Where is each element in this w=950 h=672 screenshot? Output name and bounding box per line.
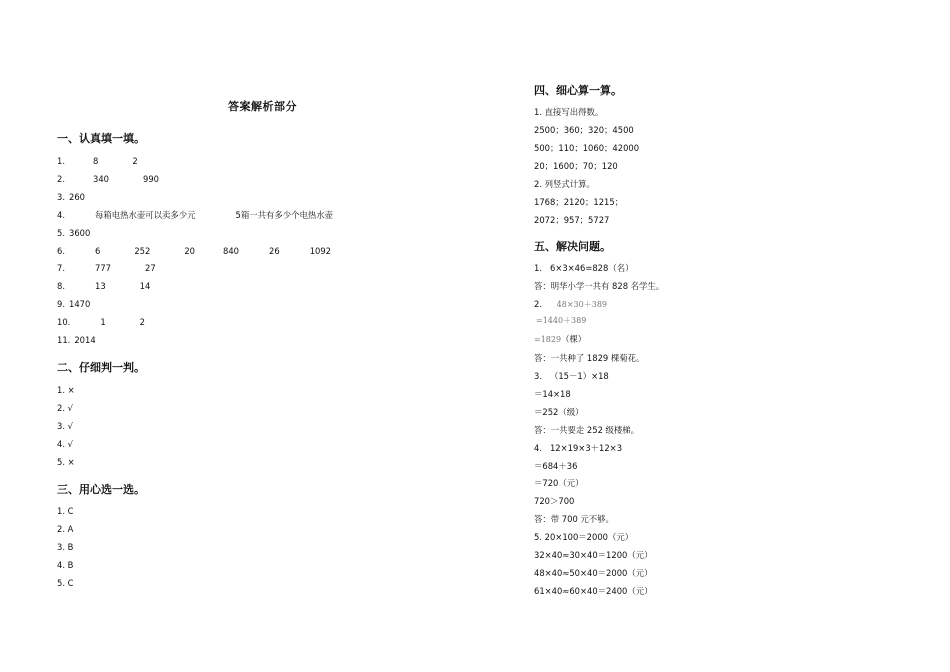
answer-line: 2. A xyxy=(57,524,74,534)
answer-value: 340 xyxy=(93,173,109,184)
answer-line: 32×40≈30×40＝1200（元） xyxy=(534,550,653,560)
answer-line: 4. B xyxy=(57,560,74,570)
section-1-heading: 一、认真填一填。 xyxy=(57,132,145,145)
answer-line: 2072；957；5727 xyxy=(534,215,610,225)
answer-line xyxy=(534,300,607,309)
answer-line xyxy=(57,336,96,344)
answer-line xyxy=(57,175,159,183)
answer-line: 2. 列竖式计算。 xyxy=(534,179,595,189)
answer-line xyxy=(57,264,156,272)
answer-line xyxy=(57,247,331,255)
answer-value: 8 xyxy=(93,156,99,166)
unit-label: （棵） xyxy=(561,334,587,344)
answer-value: 2 xyxy=(132,156,138,166)
question-number: 9. xyxy=(57,299,65,310)
answer-line: 500；110；1060；42000 xyxy=(534,143,640,153)
answer-line: 1768；2120；1215； xyxy=(534,197,624,207)
answer-value: 840 xyxy=(223,245,240,256)
question-number: 11. xyxy=(57,335,71,345)
answer-line: 3. （15－1）×18 xyxy=(534,371,609,381)
handwritten-calc: =1440＋389 xyxy=(536,316,587,325)
answer-line: 2. √ xyxy=(57,403,73,413)
answer-value: 20 xyxy=(184,245,196,256)
answer-value: 260 xyxy=(69,191,85,202)
answer-line xyxy=(57,211,333,219)
answer-line xyxy=(57,193,85,201)
answer-value: 26 xyxy=(269,245,280,256)
question-number: 7. xyxy=(57,263,65,274)
answer-line: 1. 6×3×46=828（名） xyxy=(534,263,634,273)
answer-line: 答：一共要走 252 级楼梯。 xyxy=(534,424,640,435)
answer-value: 2 xyxy=(139,317,146,328)
answer-line: 答：一共种了 1829 棵菊花。 xyxy=(534,353,645,363)
question-number: 2. xyxy=(57,173,65,184)
answer-line xyxy=(57,229,90,237)
answer-line: 4. 12×19×3＋12×3 xyxy=(534,442,623,453)
answer-line: 5. C xyxy=(57,578,74,588)
answer-line: ＝14×18 xyxy=(534,388,571,399)
question-number: 4. xyxy=(57,209,65,220)
page-title: 答案解析部分 xyxy=(228,100,297,113)
answer-line: 3. B xyxy=(57,542,74,552)
answer-line: 1. × xyxy=(57,385,75,395)
answer-line: 720＞700 xyxy=(534,496,575,507)
answer-line xyxy=(57,318,145,326)
section-3-heading: 三、用心选一选。 xyxy=(57,483,145,496)
answer-line xyxy=(57,300,90,308)
answer-value: 2014 xyxy=(74,335,96,345)
answer-line: ＝684＋36 xyxy=(534,460,578,471)
answer-line: 4. √ xyxy=(57,439,73,449)
answer-value: 3600 xyxy=(69,227,91,238)
section-2-heading: 二、仔细判一判。 xyxy=(57,361,145,374)
answer-line: 答：明华小学一共有 828 名学生。 xyxy=(534,281,665,291)
question-number: 10. xyxy=(57,317,71,328)
question-number: 3. xyxy=(57,191,65,202)
section-5-heading: 五、解决问题。 xyxy=(534,240,611,253)
answer-line: 答：带 700 元不够。 xyxy=(534,514,614,525)
answer-line: ＝720（元） xyxy=(534,478,584,489)
question-number: 2. xyxy=(534,299,542,309)
answer-line xyxy=(57,282,150,290)
answer-line: 2500；360；320；4500 xyxy=(534,125,634,135)
section-4-heading: 四、细心算一算。 xyxy=(534,84,622,97)
answer-value: 6 xyxy=(95,245,101,256)
answer-line: ＝252（级） xyxy=(534,406,584,417)
question-number: 6. xyxy=(57,245,65,256)
answer-value: 990 xyxy=(143,173,159,184)
answer-value: 1 xyxy=(100,317,106,328)
answer-value: 5箱一共有多少个电热水壶 xyxy=(235,209,333,220)
handwritten-calc: =1829 xyxy=(534,335,562,344)
question-number: 5. xyxy=(57,227,65,238)
answer-value: 252 xyxy=(134,245,151,256)
answer-value: 1092 xyxy=(309,245,332,256)
question-number: 8. xyxy=(57,281,65,292)
answer-line xyxy=(534,335,586,344)
handwritten-calc: 48×30＋389 xyxy=(556,300,608,309)
answer-value: 每箱电热水壶可以卖多少元 xyxy=(95,209,196,220)
answer-line: 5. × xyxy=(57,457,75,467)
answer-value: 27 xyxy=(145,263,156,274)
answer-line: 20；1600；70；120 xyxy=(534,161,618,171)
answer-line: 1. C xyxy=(57,506,74,516)
answer-value: 1470 xyxy=(69,299,91,310)
answer-line: 3. √ xyxy=(57,421,73,431)
answer-line: 5. 20×100＝2000（元） xyxy=(534,532,634,543)
answer-line: 1. 直接写出得数。 xyxy=(534,107,604,117)
answer-value: 14 xyxy=(139,281,151,292)
answer-value: 13 xyxy=(95,281,106,292)
answer-line: 61×40≈60×40＝2400（元） xyxy=(534,585,653,596)
question-number: 1. xyxy=(57,156,65,166)
answer-line: 48×40≈50×40＝2000（元） xyxy=(534,567,653,578)
answer-value: 777 xyxy=(95,263,111,274)
answer-line xyxy=(57,157,138,165)
